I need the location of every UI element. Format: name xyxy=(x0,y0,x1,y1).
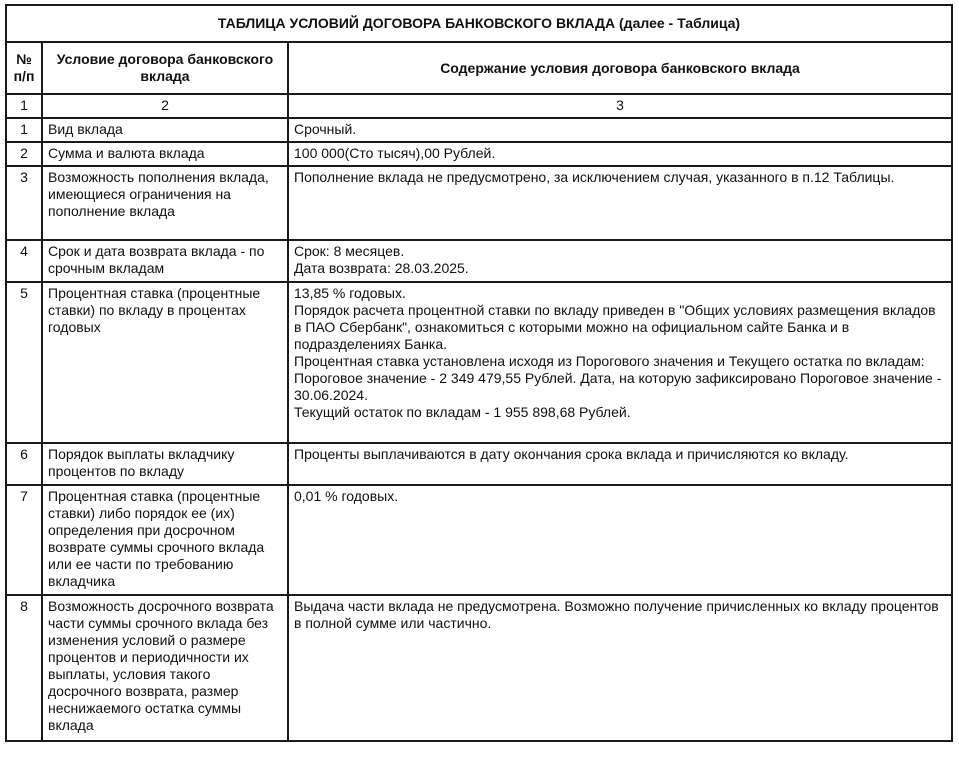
row-content xyxy=(288,166,952,240)
content-line: Выдача части вклада не предусмотрена. Возможно получение причисленных ко вкладу процентов в полной сумме или частично. xyxy=(294,598,939,631)
row-condition: Срок и дата возврата вклада - по срочным вкладам xyxy=(42,240,288,282)
row-content xyxy=(288,595,952,741)
row-number: 8 xyxy=(6,595,42,741)
row-condition: Возможность пополнения вклада, имеющиеся ограничения на пополнение вклада xyxy=(42,166,288,240)
content-line: Срочный. xyxy=(294,121,357,137)
header-num: № п/п xyxy=(6,42,42,94)
row-number: 5 xyxy=(6,282,42,443)
content-line: 100 000(Сто тысяч),00 Рублей. xyxy=(294,145,496,161)
row-content xyxy=(288,443,952,485)
row-number: 3 xyxy=(6,166,42,240)
content-line: Порядок расчета процентной ставки по вкладу приведен в "Общих условиях размещения вкладов в ПАО Сбербанк", ознакомиться с которыми можно на официальном сайте Банка и в подразделениях Банка. xyxy=(294,302,936,352)
column-number-2: 2 xyxy=(42,94,288,118)
row-number: 2 xyxy=(6,142,42,166)
table-row xyxy=(6,443,952,485)
row-condition: Сумма и валюта вклада xyxy=(42,142,288,166)
table-title-row xyxy=(6,5,952,42)
table-row xyxy=(6,282,952,443)
header-content: Содержание условия договора банковского вклада xyxy=(288,42,952,94)
table-row xyxy=(6,166,952,240)
row-content xyxy=(288,282,952,443)
content-line: Проценты выплачиваются в дату окончания срока вклада и причисляются ко вкладу. xyxy=(294,446,849,462)
header-condition: Условие договора банковского вклада xyxy=(42,42,288,94)
table-row xyxy=(6,485,952,595)
content-line: 13,85 % годовых. xyxy=(294,285,406,301)
content-line: Срок: 8 месяцев. xyxy=(294,243,405,259)
row-condition: Порядок выплаты вкладчику процентов по вкладу xyxy=(42,443,288,485)
row-content xyxy=(288,142,952,166)
table-row xyxy=(6,240,952,282)
row-number: 1 xyxy=(6,118,42,142)
row-number: 6 xyxy=(6,443,42,485)
row-content xyxy=(288,485,952,595)
column-number-3: 3 xyxy=(288,94,952,118)
row-condition: Процентная ставка (процентные ставки) либо порядок ее (их) определения при досрочном возврате суммы срочного вклада или ее части по требованию вкладчика xyxy=(42,485,288,595)
table-row xyxy=(6,595,952,741)
content-line: Пополнение вклада не предусмотрено, за исключением случая, указанного в п.12 Таблицы. xyxy=(294,169,895,185)
content-line: Процентная ставка установлена исходя из Порогового значения и Текущего остатка по вкладам: xyxy=(294,353,925,369)
table-header-row xyxy=(6,42,952,94)
table-title: ТАБЛИЦА УСЛОВИЙ ДОГОВОРА БАНКОВСКОГО ВКЛАДА (далее - Таблица) xyxy=(6,5,952,42)
column-number-row xyxy=(6,94,952,118)
row-condition: Вид вклада xyxy=(42,118,288,142)
deposit-terms-table xyxy=(5,4,953,742)
row-content xyxy=(288,118,952,142)
content-line: Текущий остаток по вкладам - 1 955 898,68 Рублей. xyxy=(294,404,631,420)
content-line: Пороговое значение - 2 349 479,55 Рублей. Дата, на которую зафиксировано Пороговое значение - 30.06.2024. xyxy=(294,370,942,403)
row-number: 7 xyxy=(6,485,42,595)
column-number-1: 1 xyxy=(6,94,42,118)
table-row xyxy=(6,142,952,166)
document-page xyxy=(5,4,951,742)
content-line: Дата возврата: 28.03.2025. xyxy=(294,260,469,276)
row-condition: Процентная ставка (процентные ставки) по вкладу в процентах годовых xyxy=(42,282,288,443)
row-condition: Возможность досрочного возврата части суммы срочного вклада без изменения условий о размере процентов и периодичности их выплаты, условия такого досрочного возврата, размер неснижаемого остатка суммы вклада xyxy=(42,595,288,741)
row-number: 4 xyxy=(6,240,42,282)
table-row xyxy=(6,118,952,142)
content-line: 0,01 % годовых. xyxy=(294,488,399,504)
row-content xyxy=(288,240,952,282)
